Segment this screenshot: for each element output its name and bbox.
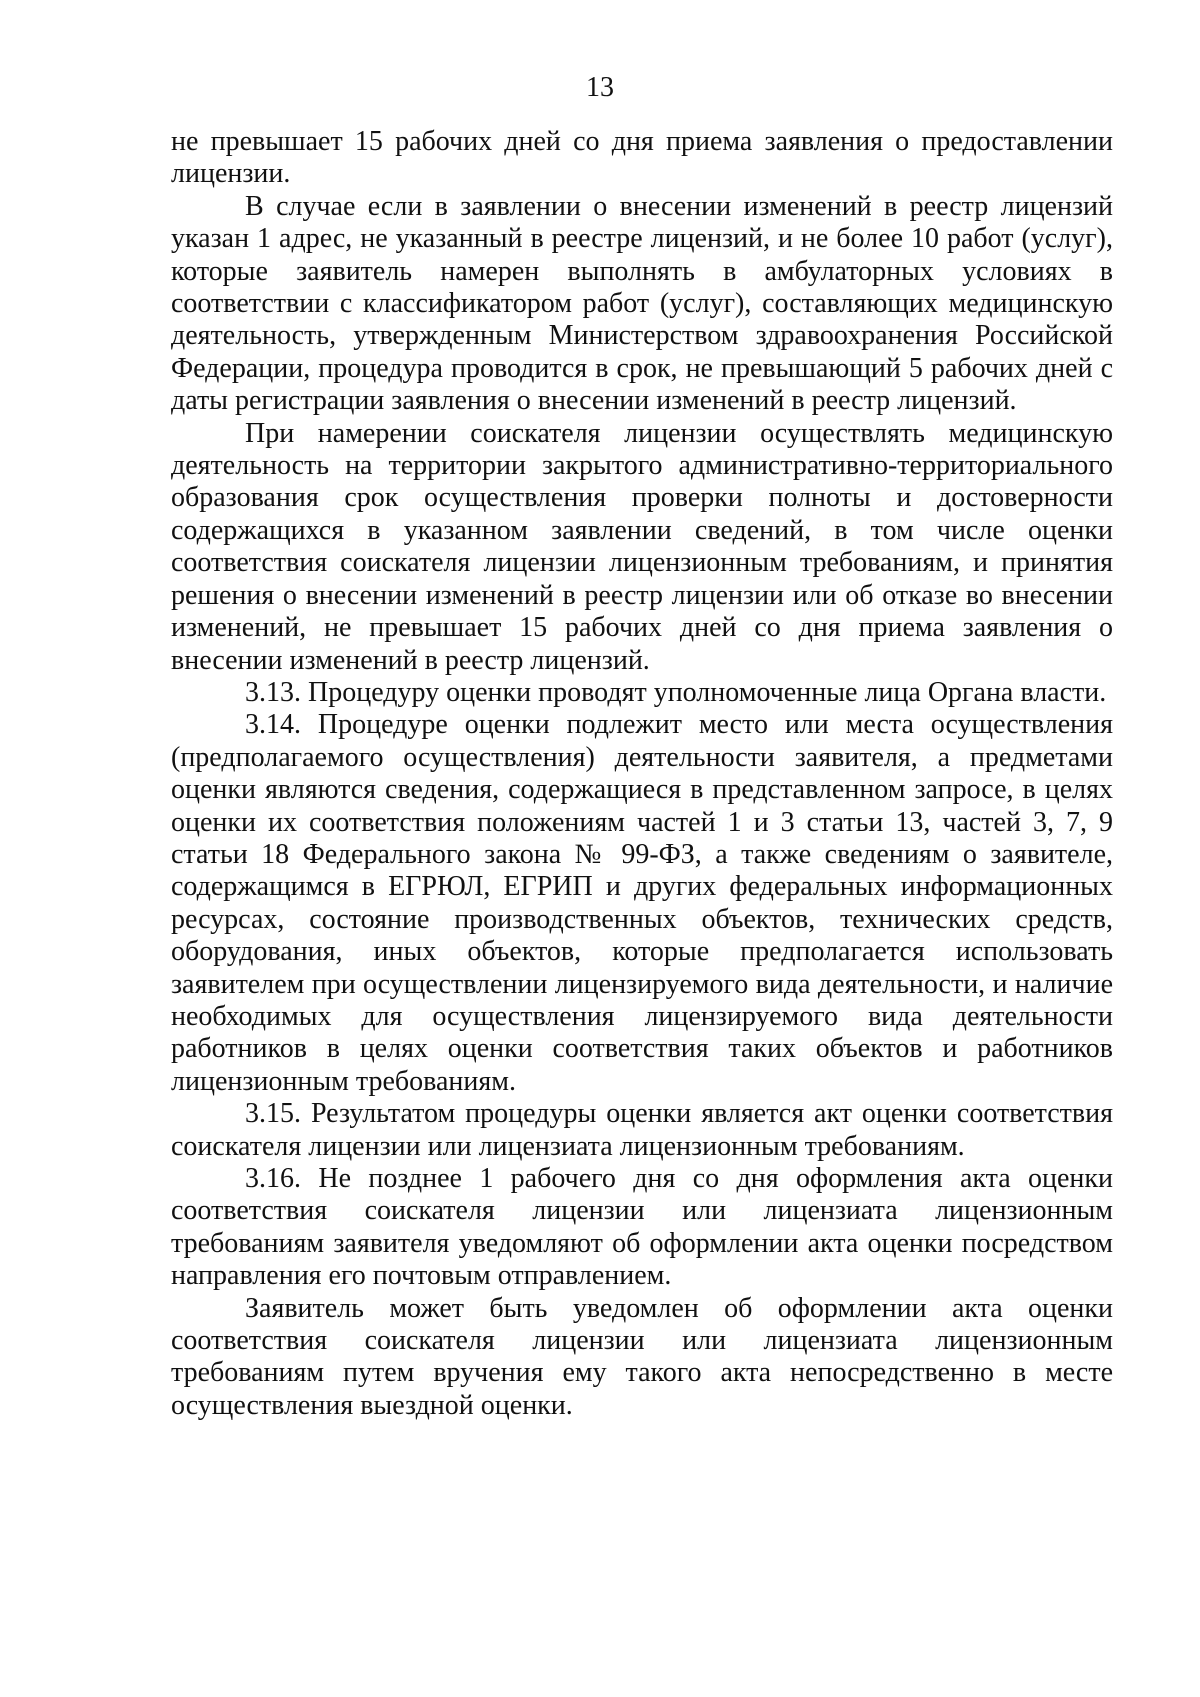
- document-body: [171, 126, 1113, 1422]
- paragraph: При намерении соискателя лицензии осуществлять медицинскую деятельность на территории закрытого административно-территориального образования срок осуществления проверки полноты и достоверности содержащихся в указанном заявлении сведений, в том числе оценки соответствия соискателя лицензии лицензионным требованиям, и принятия решения о внесении изменений в реестр лицензии или об отказе во внесении изменений, не превышает 15 рабочих дней со дня приема заявления о внесении изменений в реестр лицензий.: [171, 417, 1113, 676]
- paragraph-3-16: 3.16. Не позднее 1 рабочего дня со дня оформления акта оценки соответствия соискателя лицензии или лицензиата лицензионным требованиям заявителя уведомляют об оформлении акта оценки посредством направления его почтовым отправлением.: [171, 1163, 1113, 1292]
- paragraph: Заявитель может быть уведомлен об оформлении акта оценки соответствия соискателя лицензии или лицензиата лицензионным требованиям путем вручения ему такого акта непосредственно в месте осуществления выездной оценки.: [171, 1292, 1113, 1421]
- paragraph-continuation: не превышает 15 рабочих дней со дня приема заявления о предоставлении лицензии.: [171, 126, 1113, 190]
- page-number: 13: [586, 72, 614, 103]
- paragraph: В случае если в заявлении о внесении изменений в реестр лицензий указан 1 адрес, не указанный в реестре лицензий, и не более 10 работ (услуг), которые заявитель намерен выполнять в амбулаторных условиях в соответствии с классификатором работ (услуг), составляющих медицинскую деятельность, утвержденным Министерством здравоохранения Российской Федерации, процедура проводится в срок, не превышающий 5 рабочих дней с даты регистрации заявления о внесении изменений в реестр лицензий.: [171, 190, 1113, 417]
- paragraph-3-14: 3.14. Процедуре оценки подлежит место или места осуществления (предполагаемого осуществления) деятельности заявителя, а предметами оценки являются сведения, содержащиеся в представленном запросе, в целях оценки их соответствия положениям частей 1 и 3 статьи 13, частей 3, 7, 9 статьи 18 Федерального закона № 99-ФЗ, а также сведениям о заявителе, содержащимся в ЕГРЮЛ, ЕГРИП и других федеральных информационных ресурсах, состояние производственных объектов, технических средств, оборудования, иных объектов, которые предполагается использовать заявителем при осуществлении лицензируемого вида деятельности, и наличие необходимых для осуществления лицензируемого вида деятельности работников в целях оценки соответствия таких объектов и работников лицензионным требованиям.: [171, 709, 1113, 1097]
- paragraph-3-15: 3.15. Результатом процедуры оценки является акт оценки соответствия соискателя лицензии или лицензиата лицензионным требованиям.: [171, 1098, 1113, 1162]
- paragraph-3-13: 3.13. Процедуру оценки проводят уполномоченные лица Органа власти.: [245, 676, 1107, 708]
